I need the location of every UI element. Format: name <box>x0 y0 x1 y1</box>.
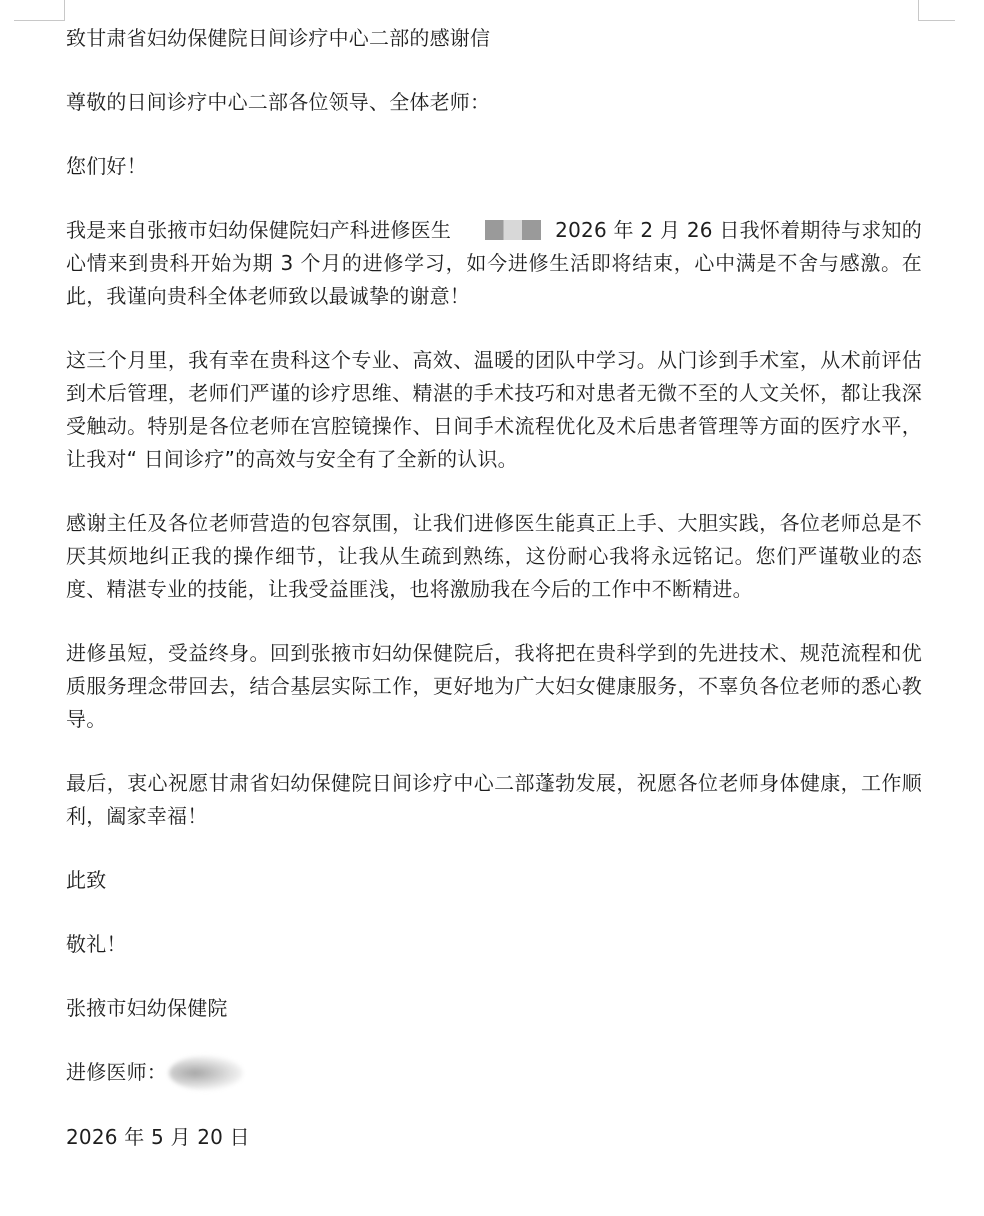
signature-organization: 张掖市妇幼保健院 <box>66 996 228 1020</box>
signature-doctor <box>66 1056 922 1090</box>
paragraph-intro-rest: 2026 年 2 月 26 日我怀着期待与求知的心情来到贵科开始为期 3 个月的进修学习，如今进修生活即将结束，心中满是不舍与感激。在此，我谨向贵科全体老师致以最诚挚的谢意！ <box>66 218 922 308</box>
redacted-name-mark <box>485 220 541 240</box>
paragraph-experience: 这三个月里，我有幸在贵科这个专业、高效、温暖的团队中学习。从门诊到手术室，从术前评估到术后管理，老师们严谨的诊疗思维、精湛的手术技巧和对患者无微不至的人文关怀，都让我深受触动。特别是各位老师在宫腔镜操作、日间手术流程优化及术后患者管理等方面的医疗水平，让我对“ 日间诊疗”的高效与安全有了全新的认识。 <box>66 348 922 471</box>
doctor-label: 进修医师： <box>66 1060 167 1084</box>
crop-mark-top-left <box>14 0 65 21</box>
crop-mark-top-right <box>918 0 955 21</box>
paragraph-intro-start: 我是来自张掖市妇幼保健院妇产科进修医生 <box>66 218 452 242</box>
closing-line-2: 敬礼！ <box>66 932 127 956</box>
salutation: 尊敬的日间诊疗中心二部各位领导、全体老师： <box>66 90 491 114</box>
paragraph-commitment: 进修虽短，受益终身。回到张掖市妇幼保健院后，我将把在贵科学到的先进技术、规范流程和优质服务理念带回去，结合基层实际工作，更好地为广大妇女健康服务，不辜负各位老师的悉心教导。 <box>66 641 922 731</box>
blurred-signature-mark <box>169 1056 243 1090</box>
signature-date: 2026 年 5 月 20 日 <box>66 1125 250 1149</box>
paragraph-thanks: 感谢主任及各位老师营造的包容氛围，让我们进修医生能真正上手、大胆实践，各位老师总是不厌其烦地纠正我的操作细节，让我从生疏到熟练，这份耐心我将永远铭记。您们严谨敬业的态度、精湛专业的技能，让我受益匪浅，也将激励我在今后的工作中不断精进。 <box>66 511 922 601</box>
paragraph-wishes: 最后，衷心祝愿甘肃省妇幼保健院日间诊疗中心二部蓬勃发展，祝愿各位老师身体健康，工作顺利，阖家幸福！ <box>66 771 922 828</box>
closing-line-1: 此致 <box>66 868 107 892</box>
letter-body <box>66 22 922 1185</box>
paragraph-intro <box>66 214 922 313</box>
greeting: 您们好！ <box>66 154 147 178</box>
letter-title: 致甘肃省妇幼保健院日间诊疗中心二部的感谢信 <box>66 26 491 50</box>
